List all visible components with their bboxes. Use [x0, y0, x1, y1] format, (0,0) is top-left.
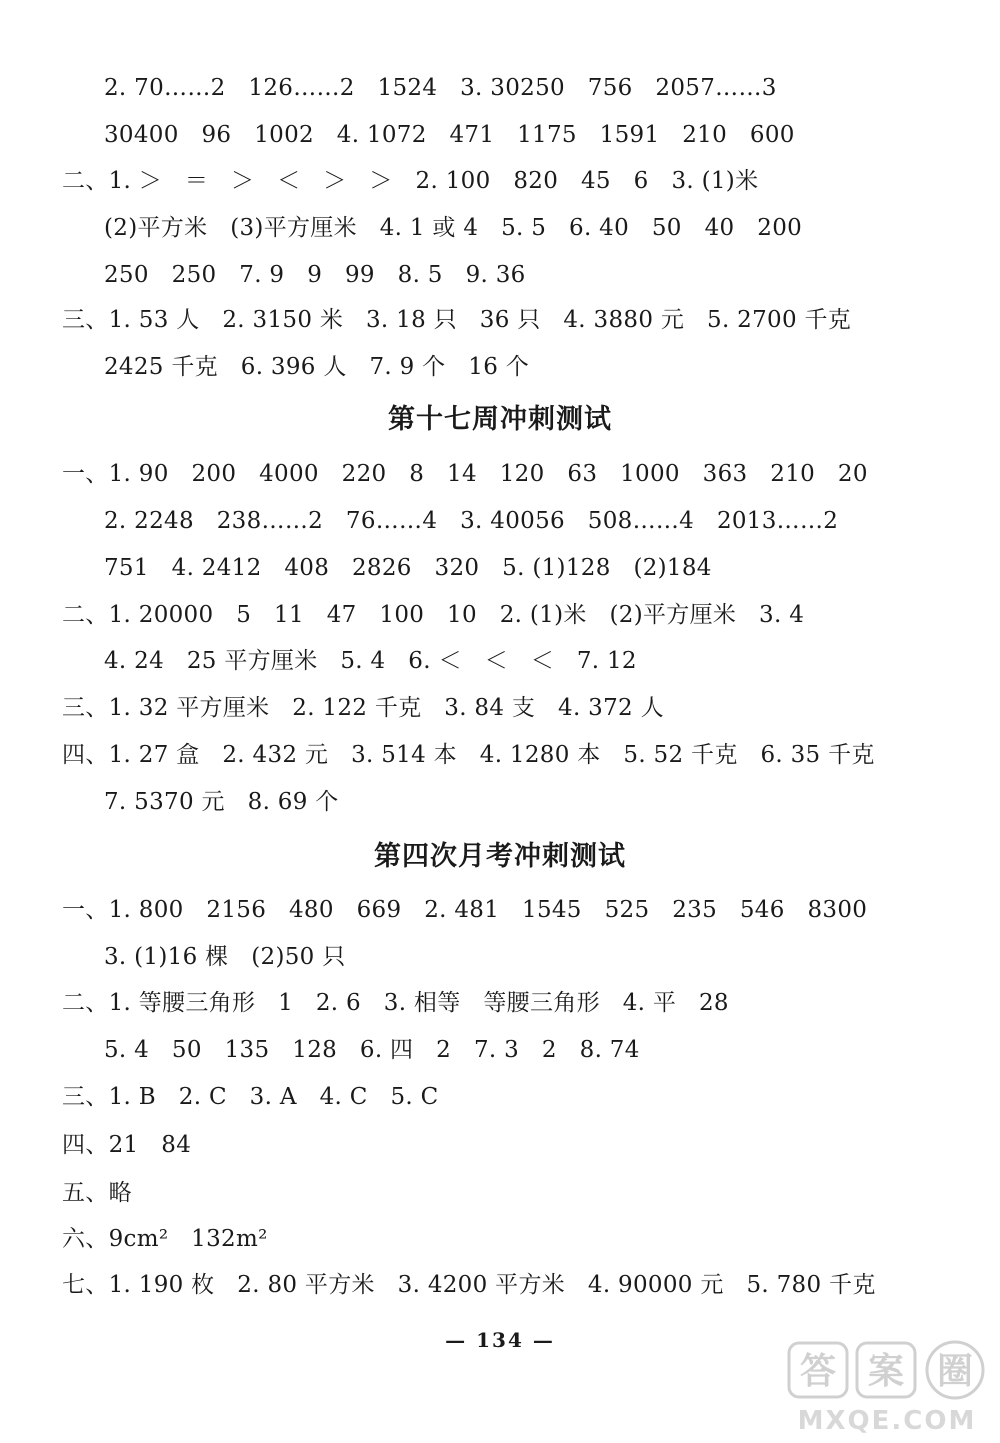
answer-line: 五、略: [62, 1180, 132, 1206]
answer-line: 7. 5370 元 8. 69 个: [104, 789, 339, 815]
svg-text:圈: 圈: [936, 1351, 974, 1392]
answer-line: 三、1. 53 人 2. 3150 米 3. 18 只 36 只 4. 3880 元 5. 2700 千克: [62, 307, 852, 333]
answer-line: 751 4. 2412 408 2826 320 5. (1)128 (2)184: [104, 555, 712, 581]
answer-line: 三、1. 32 平方厘米 2. 122 千克 3. 84 支 4. 372 人: [62, 695, 664, 721]
answer-line: (2)平方米 (3)平方厘米 4. 1 或 4 5. 5 6. 40 50 40 200: [104, 215, 803, 241]
section-title: 第四次月考冲刺测试: [374, 841, 626, 872]
answer-line: 二、1. 等腰三角形 1 2. 6 3. 相等 等腰三角形 4. 平 28: [62, 990, 729, 1016]
answer-line: 六、9cm² 132m²: [62, 1226, 268, 1252]
answer-line: 3. (1)16 棵 (2)50 只: [104, 944, 346, 970]
svg-text:案: 案: [867, 1351, 905, 1392]
answer-line: 四、21 84: [62, 1132, 192, 1158]
svg-text:答: 答: [799, 1351, 837, 1392]
answer-line: 七、1. 190 枚 2. 80 平方米 3. 4200 平方米 4. 90000 元 5. 780 千克: [62, 1272, 876, 1298]
answer-line: 一、1. 90 200 4000 220 8 14 120 63 1000 363 210 20: [62, 461, 868, 487]
answer-line: 2. 70……2 126……2 1524 3. 30250 756 2057……3: [104, 75, 777, 101]
answer-line: 4. 24 25 平方厘米 5. 4 6. ＜ ＜ ＜ 7. 12: [104, 648, 637, 674]
answer-line: 2425 千克 6. 396 人 7. 9 个 16 个: [104, 354, 530, 380]
answer-line: 二、1. 20000 5 11 47 100 10 2. (1)米 (2)平方厘米 3. 4: [62, 602, 805, 628]
answer-line: 一、1. 800 2156 480 669 2. 481 1545 525 235 546 8300: [62, 897, 868, 923]
page-number: — 134 —: [445, 1328, 555, 1352]
svg-text:MXQE.COM: MXQE.COM: [797, 1406, 977, 1435]
answer-line: 5. 4 50 135 128 6. 四 2 7. 3 2 8. 74: [104, 1037, 640, 1063]
answer-line: 四、1. 27 盒 2. 432 元 3. 514 本 4. 1280 本 5. 52 千克 6. 35 千克: [62, 742, 875, 768]
answer-line: 2. 2248 238……2 76……4 3. 40056 508……4 2013……2: [104, 508, 839, 534]
answer-line: 250 250 7. 9 9 99 8. 5 9. 36: [104, 262, 526, 288]
watermark-logo-icon: [785, 1339, 990, 1435]
answer-line: 二、1. ＞ ＝ ＞ ＜ ＞ ＞ 2. 100 820 45 6 3. (1)米: [62, 168, 759, 194]
section-title: 第十七周冲刺测试: [388, 404, 612, 435]
answer-line: 30400 96 1002 4. 1072 471 1175 1591 210 600: [104, 122, 795, 148]
answer-line: 三、1. B 2. C 3. A 4. C 5. C: [62, 1084, 439, 1110]
